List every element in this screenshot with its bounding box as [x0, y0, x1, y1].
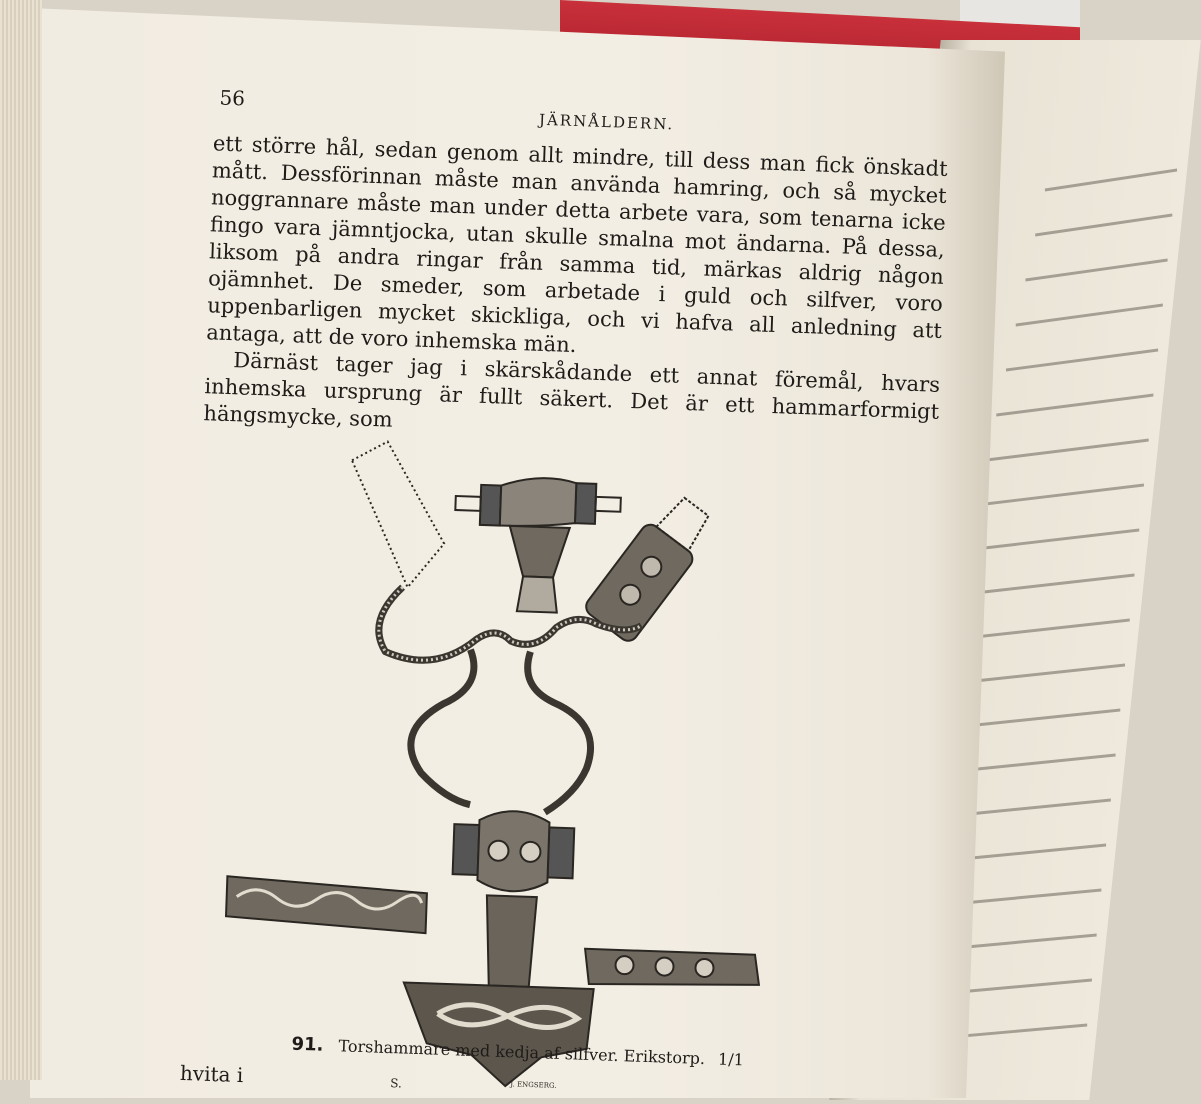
caption-place: Erikstorp. — [623, 1046, 706, 1069]
dotted-fragment — [348, 440, 448, 588]
caption-text: Torshammare med kedja af silfver. — [338, 1036, 619, 1066]
chain-right — [523, 652, 594, 814]
page-number: 56 — [219, 85, 246, 111]
engraver-signature: J. ENGSERG. — [510, 1080, 557, 1090]
body-text — [203, 130, 948, 452]
chain-left — [409, 648, 476, 805]
page-stack-edge — [0, 0, 42, 1080]
bracelet-fragment-left — [226, 876, 428, 933]
figure-number: 91. — [291, 1033, 324, 1056]
bracelet-fragment-right — [584, 949, 760, 990]
running-head: JÄRNÅLDERN. — [538, 110, 675, 134]
paragraph: ett större hål, sedan genom allt mindre, till dess man fick önskadt mått. Dessförinnan måste man använda hamring, och så mycket noggrannare måste man under detta arbete vara, som tenarna icke fingo vara jämntjocka, utan skulle smalna mot ändarna. På dessa, liksom på andra ringar från samma tid, märkas aldrig någon ojämnhet. De smeder, som arbetade i guld och silfver, voro uppenbarligen mycket skickliga, och vi hafva all anledning att antaga, att de voro inhemska män. — [205, 131, 948, 358]
cut-off-line: hvita i — [179, 1060, 244, 1088]
caption-scale: 1/1 — [717, 1049, 745, 1070]
chain-terminal — [582, 489, 720, 645]
engraver-mark-left: S. — [390, 1076, 403, 1091]
paragraph: Därnäst tager jag i skärskådande ett annat föremål, hvars inhemska ursprung är fullt säkert. Det är ett hammarformigt hängsmycke, som — [203, 348, 941, 432]
